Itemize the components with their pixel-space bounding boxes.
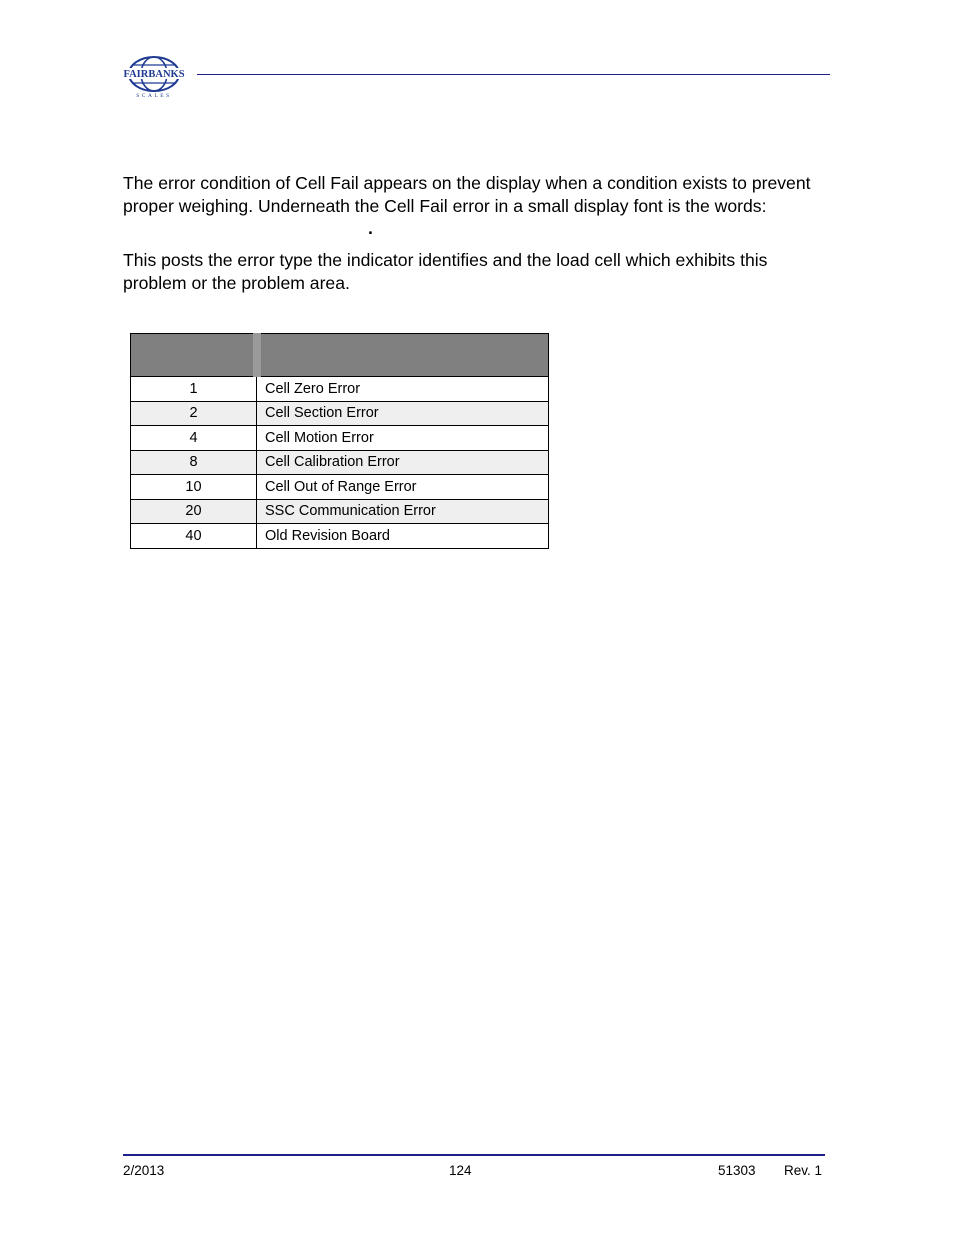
table-row [131, 377, 549, 402]
revision-label: Rev. 1 [784, 1163, 823, 1178]
error-description: Cell Motion Error [257, 426, 549, 451]
error-code: 4 [131, 426, 257, 451]
table-row [131, 475, 549, 500]
footer-rule [123, 1154, 825, 1156]
table-row [131, 524, 549, 549]
table-row [131, 450, 549, 475]
table-header-row [131, 334, 549, 377]
error-code-table [130, 333, 549, 549]
table-row [131, 499, 549, 524]
intro-paragraph: The error condition of Cell Fail appears on the display when a condition exists to prevent proper weighing. Underneath the Cell Fail error in a small display font is the words: [123, 173, 811, 216]
footer-date: 2/2013 [123, 1163, 165, 1178]
error-description: Cell Zero Error [257, 377, 549, 402]
error-code: 40 [131, 524, 257, 549]
page-number: 124 [449, 1163, 472, 1178]
error-description: SSC Communication Error [257, 499, 549, 524]
error-description: Cell Calibration Error [257, 450, 549, 475]
table-row [131, 426, 549, 451]
error-code: 20 [131, 499, 257, 524]
words-period: . [368, 218, 373, 238]
error-code: 8 [131, 450, 257, 475]
fairbanks-logo [122, 54, 186, 100]
error-description: Old Revision Board [257, 524, 549, 549]
document-number: 51303 [718, 1163, 756, 1178]
error-code: 1 [131, 377, 257, 402]
table-row [131, 401, 549, 426]
error-code: 10 [131, 475, 257, 500]
error-code: 2 [131, 401, 257, 426]
svg-text:SCALES: SCALES [136, 93, 172, 99]
header-rule [197, 74, 830, 75]
explanation-paragraph: This posts the error type the indicator identifies and the load cell which exhibits this problem or the problem area. [123, 250, 768, 293]
error-description: Cell Out of Range Error [257, 475, 549, 500]
header-cell-description [257, 334, 549, 377]
header-cell-code [131, 334, 257, 377]
error-description: Cell Section Error [257, 401, 549, 426]
svg-text:FAIRBANKS: FAIRBANKS [123, 69, 185, 80]
